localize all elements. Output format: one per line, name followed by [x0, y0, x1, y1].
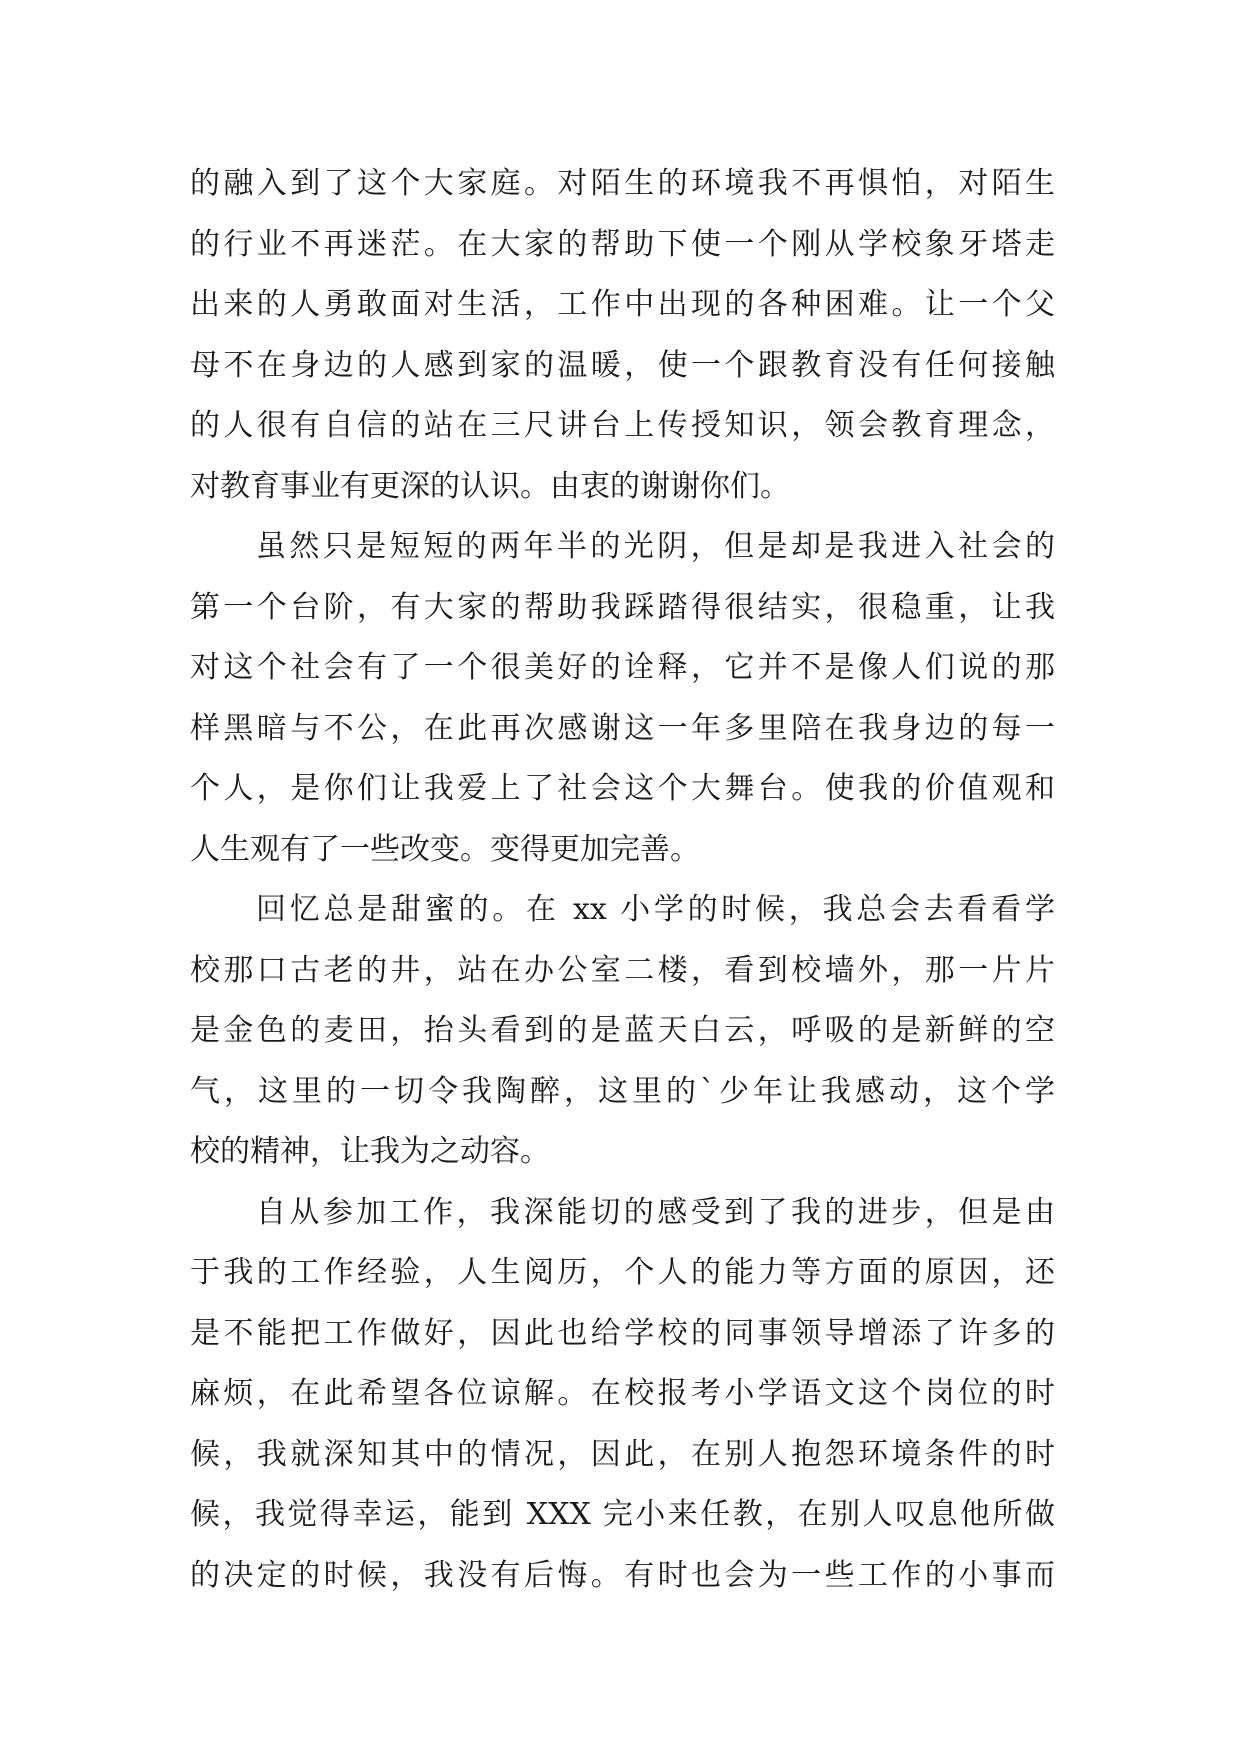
paragraph-1-line-3: 出来的人勇敢面对生活，工作中出现的各种困难。让一个父	[190, 287, 1055, 322]
paragraph-4-line-4: 麻烦，在此希望各位谅解。在校报考小学语文这个岗位的时	[190, 1376, 1055, 1411]
paragraph-2-line-1: 虽然只是短短的两年半的光阴，但是却是我进入社会的	[256, 529, 1055, 564]
paragraph-2-line-2: 第一个台阶，有大家的帮助我踩踏得很结实，很稳重，让我	[190, 589, 1055, 625]
paragraph-2-line-6: 人生观有了一些改变。变得更加完善。	[190, 831, 700, 867]
paragraph-4-line-2: 于我的工作经验，人生阅历，个人的能力等方面的原因，还	[190, 1255, 1055, 1290]
paragraph-1-line-2: 的行业不再迷茫。在大家的帮助下使一个刚从学校象牙塔走	[190, 226, 1055, 262]
paragraph-3-line-5: 校的精神，让我为之动容。	[190, 1134, 550, 1169]
paragraph-4-line-5: 候，我就深知其中的情况，因此，在别人抱怨环境条件的时	[190, 1436, 1055, 1472]
paragraph-1-line-1: 的融入到了这个大家庭。对陌生的环境我不再惧怕，对陌生	[190, 166, 1055, 201]
paragraph-4-line-1: 自从参加工作，我深能切的感受到了我的进步，但是由	[256, 1194, 1055, 1230]
document-body	[190, 154, 1055, 1606]
paragraph-4-line-3: 是不能把工作做好，因此也给学校的同事领导增添了许多的	[190, 1315, 1055, 1351]
paragraph-4-line-6: 候，我觉得幸运，能到 XXX 完小来任教，在别人叹息他所做	[190, 1497, 1055, 1532]
paragraph-3-line-2: 校那口古老的井，站在办公室二楼，看到校墙外，那一片片	[190, 952, 1055, 988]
paragraph-3-line-3: 是金色的麦田，抬头看到的是蓝天白云，呼吸的是新鲜的空	[190, 1013, 1055, 1048]
paragraph-4-line-7: 的决定的时候，我没有后悔。有时也会为一些工作的小事而	[190, 1557, 1055, 1593]
paragraph-1-line-6: 对教育事业有更深的认识。由衷的谢谢你们。	[190, 468, 790, 504]
paragraph-2-line-3: 对这个社会有了一个很美好的诠释，它并不是像人们说的那	[190, 650, 1055, 685]
paragraph-2-line-5: 个人，是你们让我爱上了社会这个大舞台。使我的价值观和	[190, 771, 1055, 806]
paragraph-3-line-1: 回忆总是甜蜜的。在 xx 小学的时候，我总会去看看学	[256, 892, 1055, 927]
paragraph-1-line-4: 母不在身边的人感到家的温暖，使一个跟教育没有任何接触	[190, 347, 1055, 383]
paragraph-1-line-5: 的人很有自信的站在三尺讲台上传授知识，领会教育理念，	[190, 408, 1055, 443]
paragraph-3-line-4: 气，这里的一切令我陶醉，这里的`少年让我感动，这个学	[190, 1073, 1055, 1109]
paragraph-2-line-4: 样黑暗与不公，在此再次感谢这一年多里陪在我身边的每一	[190, 710, 1055, 746]
